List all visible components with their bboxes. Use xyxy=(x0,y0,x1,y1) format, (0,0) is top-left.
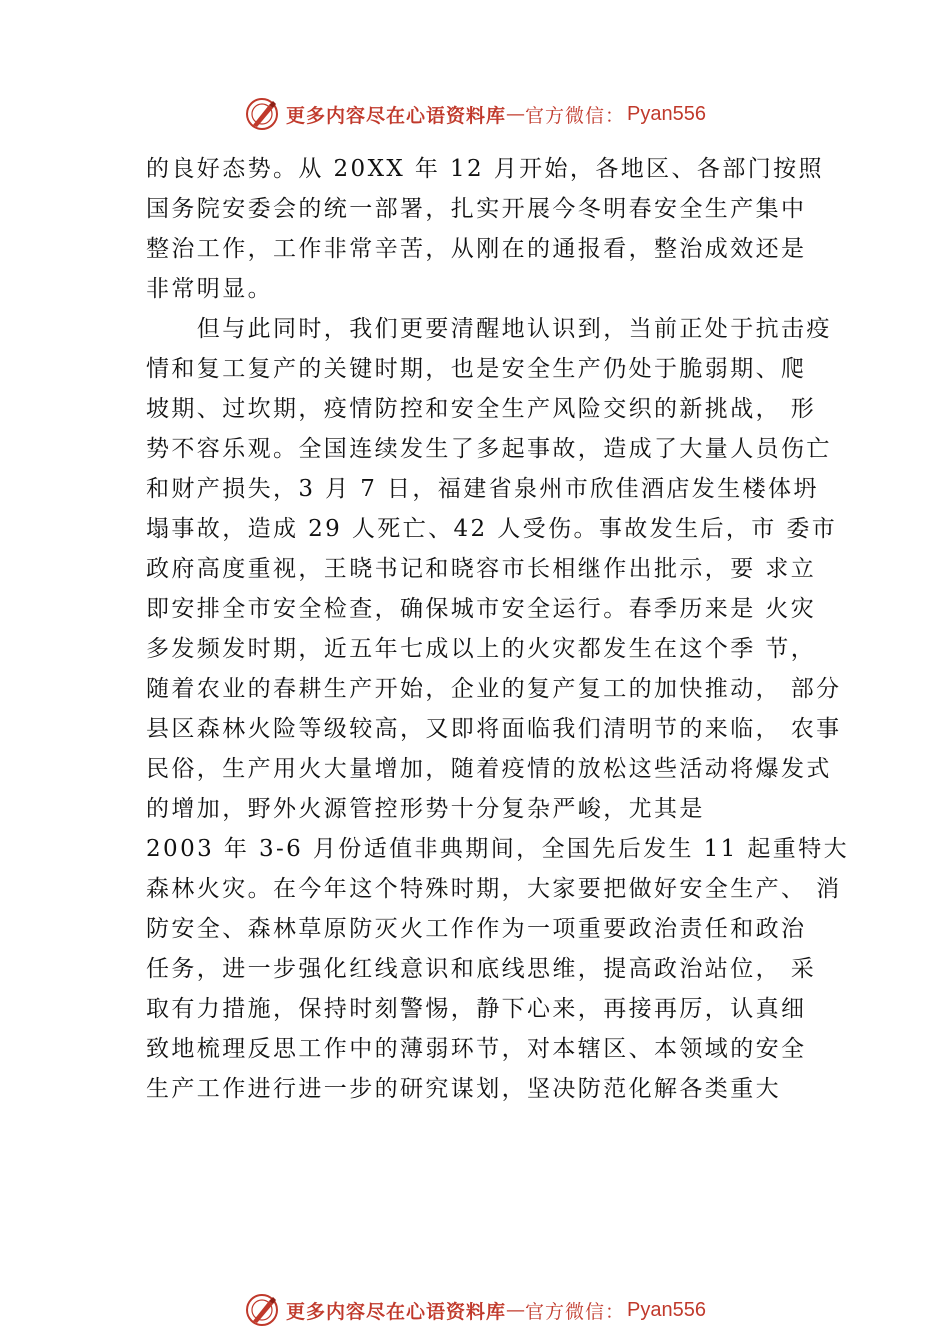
body-line: 和财产损失，3 月 7 日，福建省泉州市欣佳酒店发生楼体坍 xyxy=(146,476,819,502)
banner-wechat-label: 官方微信： xyxy=(525,1300,626,1323)
banner-separator: — xyxy=(506,1299,526,1321)
pen-logo-icon xyxy=(244,1292,280,1328)
body-line: 整治工作，工作非常辛苦，从刚在的通报看，整治成效还是 xyxy=(146,236,807,262)
body-line: 国务院安委会的统一部署，扎实开展今冬明春安全生产集中 xyxy=(146,196,807,222)
body-line: 坡期、过坎期，疫情防控和安全生产风险交织的新挑战， 形 xyxy=(146,396,817,422)
body-line: 政府高度重视，王晓书记和晓容市长相继作出批示，要 求立 xyxy=(146,556,817,582)
body-line: 势不容乐观。全国连续发生了多起事故，造成了大量人员伤亡 xyxy=(146,436,832,462)
body-line: 森林火灾。在今年这个特殊时期，大家要把做好安全生产、 消 xyxy=(146,876,842,902)
body-line: 任务，进一步强化红线意识和底线思维，提高政治站位， 采 xyxy=(146,956,817,982)
pen-logo-icon xyxy=(244,96,280,132)
body-line: 致地梳理反思工作中的薄弱环节，对本辖区、本领域的安全 xyxy=(146,1036,807,1062)
body-line: 情和复工复产的关键时期，也是安全生产仍处于脆弱期、爬 xyxy=(146,356,807,382)
body-line: 随着农业的春耕生产开始，企业的复产复工的加快推动， 部分 xyxy=(146,676,842,702)
body-line: 即安排全市安全检查，确保城市安全运行。春季历来是 火灾 xyxy=(146,596,817,622)
body-line: 塌事故，造成 29 人死亡、42 人受伤。事故发生后，市 委市 xyxy=(146,516,838,542)
banner-wechat-label: 官方微信： xyxy=(525,104,626,127)
body-line: 但与此同时，我们更要清醒地认识到，当前正处于抗击疫 xyxy=(146,316,832,342)
body-line: 防安全、森林草原防灭火工作作为一项重要政治责任和政治 xyxy=(146,916,807,942)
body-line: 取有力措施，保持时刻警惕，静下心来，再接再厉，认真细 xyxy=(146,996,807,1022)
body-line: 2003 年 3-6 月份适值非典期间，全国先后发生 11 起重特大 xyxy=(146,836,849,862)
body-line: 的良好态势。从 20XX 年 12 月开始，各地区、各部门按照 xyxy=(146,156,824,182)
banner-separator: — xyxy=(506,103,526,125)
header-banner xyxy=(0,94,950,134)
banner-brand-text: 更多内容尽在心语资料库 xyxy=(286,104,507,127)
banner-brand-text: 更多内容尽在心语资料库 xyxy=(286,1300,507,1323)
body-line: 非常明显。 xyxy=(146,276,273,302)
body-line: 民俗，生产用火大量增加，随着疫情的放松这些活动将爆发式 xyxy=(146,756,832,782)
footer-banner xyxy=(0,1290,950,1330)
banner-wechat-id: Pyan556 xyxy=(627,1298,706,1321)
body-line: 生产工作进行进一步的研究谋划，坚决防范化解各类重大 xyxy=(146,1076,781,1102)
body-line: 的增加，野外火源管控形势十分复杂严峻，尤其是 xyxy=(146,796,705,822)
body-line: 县区森林火险等级较高，又即将面临我们清明节的来临， 农事 xyxy=(146,716,842,742)
body-line: 多发频发时期，近五年七成以上的火灾都发生在这个季 节， xyxy=(146,636,817,662)
banner-wechat-id: Pyan556 xyxy=(627,102,706,125)
